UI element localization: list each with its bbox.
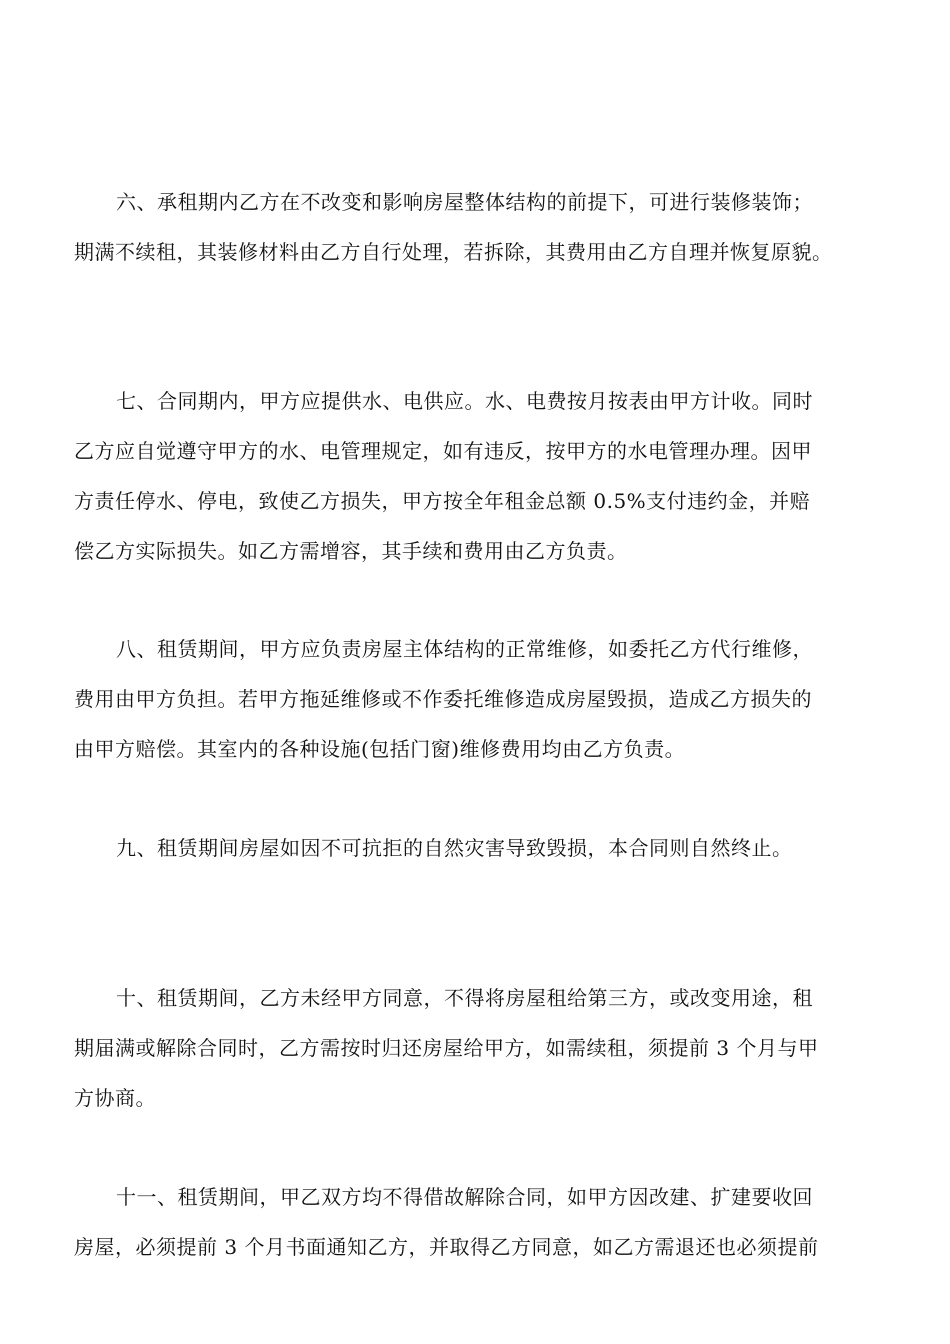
clause-9-paragraph	[74, 823, 880, 873]
paragraph-line: 房屋，必须提前 3 个月书面通知乙方，并取得乙方同意，如乙方需退还也必须提前	[74, 1235, 819, 1259]
paragraph-line: 七、合同期内，甲方应提供水、电供应。水、电费按月按表由甲方计收。同时	[116, 389, 813, 413]
paragraph-line: 八、租赁期间，甲方应负责房屋主体结构的正常维修，如委托乙方代行维修，	[116, 637, 813, 661]
paragraph-line: 十、租赁期间，乙方未经甲方同意，不得将房屋租给第三方，或改变用途，租	[116, 986, 813, 1010]
paragraph-line: 费用由甲方负担。若甲方拖延维修或不作委托维修造成房屋毁损，造成乙方损失的	[74, 687, 812, 711]
paragraph-line: 偿乙方实际损失。如乙方需增容，其手续和费用由乙方负责。	[74, 539, 628, 563]
paragraph-line: 期届满或解除合同时，乙方需按时归还房屋给甲方，如需续租，须提前 3 个月与甲	[74, 1036, 819, 1060]
clause-7-paragraph	[74, 376, 880, 576]
clause-10-paragraph	[74, 973, 880, 1123]
clause-8-paragraph	[74, 624, 880, 774]
paragraph-line: 乙方应自觉遵守甲方的水、电管理规定，如有违反，按甲方的水电管理办理。因甲	[74, 439, 812, 463]
clause-11-paragraph	[74, 1172, 880, 1272]
paragraph-line: 期满不续租，其装修材料由乙方自行处理，若拆除，其费用由乙方自理并恢复原貌。	[74, 240, 833, 264]
paragraph-line: 方责任停水、停电，致使乙方损失，甲方按全年租金总额 0.5%支付违约金，并赔	[74, 489, 811, 513]
paragraph-line: 由甲方赔偿。其室内的各种设施(包括门窗)维修费用均由乙方负责。	[74, 737, 686, 761]
paragraph-line: 六、承租期内乙方在不改变和影响房屋整体结构的前提下，可进行装修装饰；	[116, 190, 813, 214]
clause-6-paragraph	[74, 177, 880, 277]
paragraph-line: 方协商。	[74, 1086, 156, 1110]
paragraph-line: 九、租赁期间房屋如因不可抗拒的自然灾害导致毁损，本合同则自然终止。	[116, 836, 793, 860]
paragraph-line: 十一、租赁期间，甲乙双方均不得借故解除合同，如甲方因改建、扩建要收回	[116, 1185, 813, 1209]
